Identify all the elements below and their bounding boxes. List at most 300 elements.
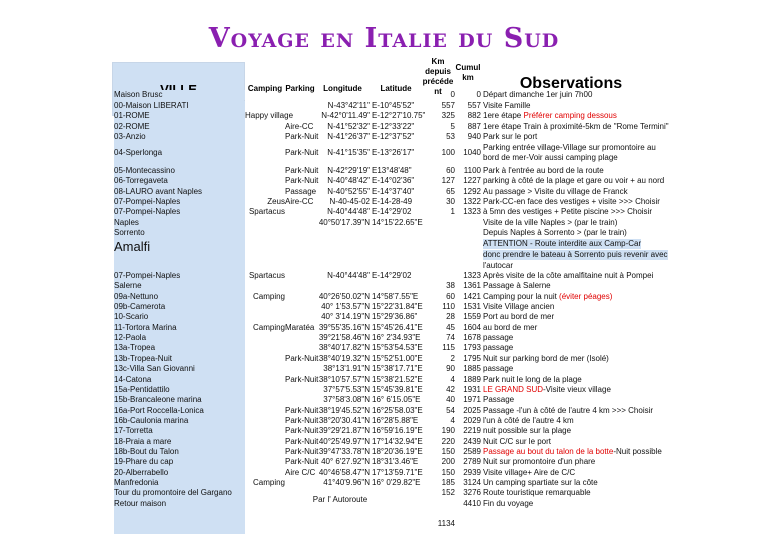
cell-km: 65 <box>446 186 455 196</box>
cell-parking <box>285 207 313 217</box>
cell-camping <box>245 312 285 322</box>
cell-cumul: 1040 <box>463 148 481 157</box>
cell-parking <box>285 333 313 343</box>
cell-km: 100 <box>441 148 455 157</box>
cell-longitude: 38°19'45.52"N <box>318 405 370 415</box>
cell-parking <box>285 343 313 353</box>
cell-longitude: N-42°29'19" <box>327 166 370 175</box>
table-row <box>0 281 768 291</box>
cell-parking: Passage <box>285 186 317 196</box>
cell-longitude: N-43°42'11'' <box>327 100 370 110</box>
cell-latitude: E-12°37'52" <box>372 132 415 141</box>
cell-longitude: 38°20'30.41"N <box>318 415 370 425</box>
cell-ville: 09a-Nettuno <box>114 292 245 302</box>
cell-camping <box>245 364 285 374</box>
cell-camping <box>245 90 285 100</box>
cell-ville: 16b-Caulonia marina <box>114 416 245 426</box>
cell-camping <box>245 426 285 436</box>
cell-ville: 20-Alberrabello <box>114 468 245 478</box>
cell-cumul: 2219 <box>463 426 481 436</box>
cell-camping: Camping <box>252 291 285 301</box>
cell-longitude: N-42°0'11.49" <box>321 111 370 120</box>
cell-camping <box>245 406 285 416</box>
cell-longitude: N-40°52'55" <box>327 186 370 196</box>
cell-longitude: 40° 1'53.57"N <box>321 302 370 312</box>
cell-latitude: E-14°37'40" <box>372 186 415 196</box>
cell-km: 150 <box>441 467 455 477</box>
cell-observations: Park à l'entrée au bord de la route <box>483 166 604 175</box>
cell-latitude: 15°52'51.00"E <box>372 353 423 363</box>
table-row <box>0 302 768 312</box>
cell-latitude: 15°29'36.86" <box>372 312 418 322</box>
cell-latitude: 15°45'26.41"E <box>372 322 423 332</box>
cell-parking <box>285 364 313 374</box>
cell-cumul: 1971 <box>463 395 481 405</box>
cell-longitude: 40° 3'14.19"N <box>321 312 370 322</box>
cell-cumul: 1100 <box>463 166 481 175</box>
table-row <box>0 271 768 281</box>
cell-latitude: 17°14'32.94"E <box>372 436 423 446</box>
cell-observations: Fin du voyage <box>483 498 534 508</box>
cell-cumul: 1292 <box>463 186 481 196</box>
cell-ville: 18b-Bout du Talon <box>114 447 245 457</box>
cell-ville: 07-Pompei-Naples <box>114 271 245 281</box>
cell-observations: Un camping spartiate sur la côte <box>483 478 598 487</box>
cell-km: 60 <box>446 166 455 175</box>
cell-observations: Visite Village ancien <box>483 302 555 312</box>
cell-cumul: 1323 <box>463 271 481 280</box>
cell-ville: 09b-Camerota <box>114 302 245 312</box>
table-row <box>0 197 768 207</box>
cell-camping <box>245 176 285 186</box>
cell-longitude <box>315 90 370 100</box>
cell-latitude: 16°25'58.03"E <box>372 405 423 415</box>
cell-ville: 01-ROME <box>114 111 245 121</box>
cell-observations: Passage au bout du talon de la botte-Nuit possible <box>483 446 662 456</box>
cell-longitude: 40°26'50.02"N <box>318 291 370 301</box>
cell-cumul: 1361 <box>463 281 481 291</box>
header-longitude: Longitude <box>323 84 362 93</box>
cell-km: 5 <box>450 121 455 131</box>
cell-observations: Depuis Naples à Sorrento > (par le train) <box>483 227 627 237</box>
table-row <box>0 132 768 142</box>
cell-km: 557 <box>441 100 455 110</box>
cell-latitude: 18°31'3.46"E <box>372 457 419 467</box>
cell-latitude: 16° 6'15.05"E <box>372 395 421 405</box>
cell-km: 30 <box>446 196 455 206</box>
cell-cumul: 1795 <box>463 353 481 363</box>
cell-camping <box>245 228 285 238</box>
cell-observations: au bord de mer <box>483 322 538 332</box>
cell-observations: Après visite de la côte amalfitaine nuit à Pompei <box>483 271 654 280</box>
table-row <box>0 499 768 509</box>
table-row <box>0 122 768 132</box>
cell-camping <box>245 488 285 498</box>
cell-ville: Retour maison <box>114 499 245 509</box>
cell-latitude: E-12°33'22" <box>372 121 415 131</box>
cell-camping <box>245 437 285 447</box>
cell-parking: Aire-CC <box>285 196 314 206</box>
cell-ville: 06-Torregaveta <box>114 176 245 186</box>
cell-parking <box>285 218 313 228</box>
cell-longitude: N-41°26'37" <box>327 132 370 141</box>
cell-km: 53 <box>446 132 455 141</box>
cell-km: 4 <box>450 374 455 384</box>
cell-camping: Happy village <box>245 111 294 120</box>
cell-parking: Aire-CC <box>285 121 314 131</box>
cell-ville: 19-Phare du cap <box>114 457 245 467</box>
cell-cumul: 1889 <box>463 374 481 384</box>
cell-parking <box>285 111 313 121</box>
cell-observations: passage <box>483 364 514 374</box>
cell-km: 90 <box>446 364 455 374</box>
cell-ville: 10-Scario <box>114 312 245 322</box>
cell-cumul: 1793 <box>463 343 481 353</box>
table-row <box>0 333 768 343</box>
cell-longitude: 41°40'9.96"N <box>323 478 370 487</box>
table-row <box>0 292 768 302</box>
cell-ville: 08-LAURO avant Naples <box>114 187 245 197</box>
table-row <box>0 101 768 111</box>
cell-camping <box>245 281 285 291</box>
header-camping: Camping <box>247 84 283 93</box>
cell-km <box>421 228 455 238</box>
cell-ville: 16a-Port Roccella-Lonica <box>114 406 245 416</box>
table-row <box>0 385 768 395</box>
cell-observations: Nuit C/C sur le port <box>483 436 552 446</box>
cell-parking <box>285 395 313 405</box>
cell-km: 190 <box>441 426 455 436</box>
cell-km: 200 <box>441 457 455 467</box>
cell-ville: 13b-Tropea-Nuit <box>114 354 245 364</box>
table-row <box>0 354 768 364</box>
cell-latitude: 17°13'59.71"E <box>372 467 423 477</box>
cell-ville: 03-Anzio <box>114 132 245 142</box>
cell-observations: Route touristique remarquable <box>483 488 591 498</box>
cell-parking <box>285 90 313 100</box>
cell-camping <box>245 447 285 457</box>
cell-cumul: 2939 <box>463 467 481 477</box>
cell-parking: Park-Nuit <box>285 426 319 436</box>
cell-km: 38 <box>446 281 455 291</box>
cell-km: 185 <box>441 478 455 487</box>
cell-ville: 17-Torretta <box>114 426 245 436</box>
cell-camping: Zeus <box>267 196 285 206</box>
cell-km: 110 <box>442 302 455 312</box>
cell-ville: 11-Tortora Marina <box>114 323 245 333</box>
cell-latitude: 15°45'39.81"E <box>372 384 423 394</box>
cell-camping <box>245 333 285 343</box>
cell-observations: 1ere étape Préférer camping dessous <box>483 111 617 120</box>
cell-observations: bord de mer-Voir aussi camping plage <box>483 153 618 162</box>
cell-camping <box>245 457 285 467</box>
cell-km: 42 <box>446 384 455 394</box>
cell-latitude <box>372 281 422 291</box>
cell-latitude: E-14-28-49 <box>372 196 413 206</box>
cell-camping: Camping <box>252 322 285 332</box>
cell-ville: 07-Pompei-Naples <box>114 207 245 217</box>
table-row <box>0 166 768 176</box>
cell-longitude: N-40°44'48'' <box>327 271 370 280</box>
cell-latitude: 14°15'22.65"E <box>372 217 423 227</box>
cell-latitude: 18°20'36.19"E <box>372 446 423 456</box>
cell-observations: parking à côté de la plage et gare ou voir + au nord <box>483 176 665 186</box>
cell-km: 74 <box>446 333 455 343</box>
cell-observations: ATTENTION - Route interdite aux Camp-Car <box>483 239 642 248</box>
cell-cumul: 887 <box>467 121 481 131</box>
cell-observations: Nuit sur parking bord de mer (Isolé) <box>483 353 609 363</box>
cell-latitude: 16° 2'34.93"E <box>372 333 421 343</box>
cell-ville: 13c-Villa San Giovanni <box>114 364 245 374</box>
cell-km <box>421 271 455 281</box>
cell-latitude <box>372 228 422 238</box>
highlight-text: (éviter péages) <box>559 291 613 301</box>
cell-observations: donc prendre le bateau à Sorrento puis revenir avec <box>483 250 668 259</box>
table-row <box>0 187 768 197</box>
cell-observations: Park nuit le long de la plage <box>483 374 582 384</box>
cell-parking: Park-Nuit <box>285 353 319 363</box>
cell-cumul: 3124 <box>463 478 481 487</box>
cell-camping <box>245 385 285 395</box>
cell-cumul: 1885 <box>463 364 481 374</box>
table-row <box>0 437 768 447</box>
footer-total-km: 1134 <box>437 519 455 528</box>
cell-camping: Camping <box>252 478 285 487</box>
cell-km: 0 <box>450 90 455 99</box>
cell-parking: Park-Nuit <box>285 176 319 186</box>
cell-km: 127 <box>441 176 455 186</box>
cell-cumul: 2025 <box>463 405 481 415</box>
cell-observations: à 5mn des vestiges + Petite piscine >>> Choisir <box>483 207 652 217</box>
cell-ville: 05-Montecassino <box>114 166 245 176</box>
table-row <box>0 364 768 374</box>
cell-camping <box>245 416 285 426</box>
cell-cumul: 1678 <box>463 333 481 343</box>
cell-cumul <box>455 218 481 228</box>
table-row <box>0 323 768 333</box>
cell-km: 1 <box>450 207 455 217</box>
cell-observations: Visite de la ville Naples > (par le train) <box>483 217 618 227</box>
cell-km: 220 <box>441 436 455 446</box>
cell-longitude <box>315 228 370 238</box>
cell-observations: Visite Famille <box>483 100 531 110</box>
cell-camping <box>245 132 285 142</box>
cell-longitude: 37°58'3.08"N <box>323 395 370 405</box>
table-row <box>0 457 768 467</box>
cell-cumul: 1322 <box>463 196 481 206</box>
cell-observations: Nuit sur promontoire d'un phare <box>483 457 596 467</box>
cell-parking <box>285 292 313 302</box>
header-cumul: Cumul km <box>455 63 481 82</box>
cell-observations: passage <box>483 343 514 353</box>
cell-ville: 13a-Tropea <box>114 343 245 353</box>
cell-parking: Park-Nuit <box>285 132 319 141</box>
cell-camping <box>245 395 285 405</box>
highlight-text: Préférer camping dessous <box>523 111 617 120</box>
highlight-text: LE GRAND SUD <box>483 384 544 394</box>
cell-observations: l'un à côté de l'autre 4 km <box>483 415 574 425</box>
cell-camping <box>245 187 285 197</box>
table-row <box>0 426 768 436</box>
cell-longitude: 39°55'35.16"N <box>318 322 370 332</box>
cell-longitude: N-40-45-02 <box>329 196 370 206</box>
table-row <box>0 478 768 488</box>
cell-observations: Passage -l'un à côté de l'autre 4 km >>> Choisir <box>483 405 654 415</box>
cell-parking <box>285 385 313 395</box>
highlight-text: Passage au bout du talon de la botte <box>483 446 614 456</box>
header-latitude: Latitude <box>380 84 412 93</box>
cell-cumul: 882 <box>467 111 481 120</box>
table-row <box>0 207 768 217</box>
cell-ville: 00-Maison LIBERATI <box>114 101 245 111</box>
cell-observations: nuit possible sur la plage <box>483 426 572 436</box>
table-row <box>0 488 768 498</box>
table-row <box>0 143 768 163</box>
cell-camping <box>245 101 285 111</box>
cell-observations: passage <box>483 333 514 343</box>
cell-camping <box>245 343 285 353</box>
table-row <box>0 447 768 457</box>
cell-latitude: E13°48'48" <box>372 166 412 175</box>
cell-cumul: 1931 <box>463 384 481 394</box>
cell-latitude: 14°58'7.55"E <box>372 291 419 301</box>
cell-km: 2 <box>450 353 455 363</box>
table-row <box>0 90 768 100</box>
cell-km <box>421 499 455 509</box>
cell-latitude: 16° 0'29.82"E <box>372 478 421 487</box>
cell-observations: Camping pour la nuit (éviter péages) <box>483 291 613 301</box>
section-amalfi: Amalfi <box>114 235 245 259</box>
cell-observations: Visite village+ Aire de C/C <box>483 467 576 477</box>
cell-cumul: 1227 <box>463 176 481 186</box>
cell-observations: LE GRAND SUD-Visite vieux village <box>483 384 611 394</box>
table-row <box>0 406 768 416</box>
cell-cumul: 2029 <box>463 415 481 425</box>
cell-parking <box>285 281 313 291</box>
table-row <box>0 416 768 426</box>
table-row <box>0 312 768 322</box>
cell-latitude: E-12°27'10.75" <box>372 111 426 120</box>
cell-cumul: 2589 <box>463 446 481 456</box>
cell-longitude: 37°57'5.53"N <box>323 384 370 394</box>
cell-cumul: 2789 <box>463 457 481 467</box>
cell-parking: Park-Nuit <box>285 446 319 456</box>
cell-latitude: E-10°45'52" <box>372 100 415 110</box>
cell-parking <box>285 312 313 322</box>
cell-latitude: 15°22'31.84"E <box>372 302 423 312</box>
cell-longitude: 40°50'17.39"N <box>318 217 370 227</box>
cell-km: 4 <box>450 415 455 425</box>
cell-observations: Au passage > Visite du village de Franck <box>483 186 628 196</box>
cell-latitude: 15°53'54.53"E <box>372 343 423 353</box>
cell-parking <box>285 228 313 238</box>
cell-cumul: 1604 <box>463 322 481 332</box>
cell-ville: 07-Pompei-Naples <box>114 197 245 207</box>
cell-observations: Parking entrée village-Village sur promontoire au <box>483 143 656 152</box>
cell-longitude: N-41°52'32" <box>327 121 370 131</box>
cell-km: 152 <box>441 488 455 498</box>
cell-camping <box>245 354 285 364</box>
cell-ville: Tour du promontoire del Gargano <box>114 488 245 498</box>
table-row <box>0 218 768 228</box>
cell-longitude: 40°25'49.97"N <box>318 436 370 446</box>
cell-parking <box>285 101 313 111</box>
cell-observations: 1ere étape Train à proximité-5km de "Rome Termini" <box>483 121 669 131</box>
table-row <box>0 395 768 405</box>
cell-camping <box>245 302 285 312</box>
cell-parking: Park-Nuit <box>285 405 319 415</box>
table-row <box>0 111 768 121</box>
cell-latitude: E-14°02'36" <box>372 176 415 186</box>
cell-longitude: N-41°15'35" <box>327 148 370 157</box>
cell-parking <box>285 271 313 281</box>
cell-latitude: E-13°26'17" <box>372 148 415 157</box>
cell-km: 54 <box>446 405 455 415</box>
cell-cumul: 1531 <box>463 302 481 312</box>
cell-longitude: 38°10'57.57"N <box>318 374 370 384</box>
cell-observations: Port au bord de mer <box>483 312 555 322</box>
cell-longitude: 39°29'21.87"N <box>318 426 370 436</box>
page-title: Voyage en Italie du Sud <box>208 23 560 54</box>
cell-ville: Manfredonia <box>114 478 245 488</box>
cell-cumul: 1323 <box>463 207 481 217</box>
cell-km: 40 <box>446 395 455 405</box>
cell-camping <box>245 218 285 228</box>
cell-longitude: 39°21'58.46"N <box>318 333 370 343</box>
cell-cumul <box>455 228 481 238</box>
cell-ville: 15a-Pentidattilo <box>114 385 245 395</box>
table-row <box>0 468 768 478</box>
cell-latitude: E-14°29'02 <box>372 271 412 280</box>
cell-parking: Park-Nuit <box>285 148 319 157</box>
cell-observations: Park sur le port <box>483 132 538 141</box>
cell-ville: 15b-Brancaleone marina <box>114 395 245 405</box>
cell-longitude <box>315 281 370 291</box>
cell-cumul: 1559 <box>463 312 481 322</box>
cell-ville: Salerne <box>114 281 245 291</box>
table-row <box>0 176 768 186</box>
cell-km: 45 <box>446 322 455 332</box>
cell-longitude: 40°46'58.47"N <box>318 467 370 477</box>
cell-latitude: 15°38'21.52"E <box>372 374 423 384</box>
cell-parking: Park-Nuit <box>285 436 319 446</box>
cell-camping: Spartacus <box>248 207 285 217</box>
cell-longitude: 39°47'33.78"N <box>318 446 370 456</box>
cell-km: 150 <box>441 446 455 456</box>
cell-longitude: N-40°44'48'' <box>327 207 370 217</box>
cell-latitude: 16°28'5.88"E <box>372 415 419 425</box>
cell-latitude: E-14°29'02 <box>372 207 412 217</box>
cell-ville: Maison Brusc <box>114 90 245 100</box>
footer-autoroute: Par l' Autoroute <box>312 495 368 504</box>
cell-longitude: N-40°48'42" <box>327 176 370 186</box>
cell-observations: Départ dimanche 1er juin 7h00 <box>483 90 593 99</box>
header-km: Km depuis précéde nt <box>422 57 454 96</box>
cell-km: 28 <box>446 312 455 322</box>
cell-observations: Passage <box>483 395 515 405</box>
cell-cumul: 4410 <box>463 498 481 508</box>
cell-parking: Park-Nuit <box>285 415 319 425</box>
cell-cumul: 557 <box>467 100 481 110</box>
cell-km: 115 <box>442 343 455 353</box>
cell-camping: Spartacus <box>248 271 285 280</box>
cell-camping <box>245 375 285 385</box>
cell-latitude <box>372 90 422 100</box>
cell-camping <box>245 122 285 132</box>
cell-ville: 14-Catona <box>114 375 245 385</box>
cell-observations: Passage à Salerne <box>483 281 551 291</box>
cell-camping <box>245 499 285 509</box>
